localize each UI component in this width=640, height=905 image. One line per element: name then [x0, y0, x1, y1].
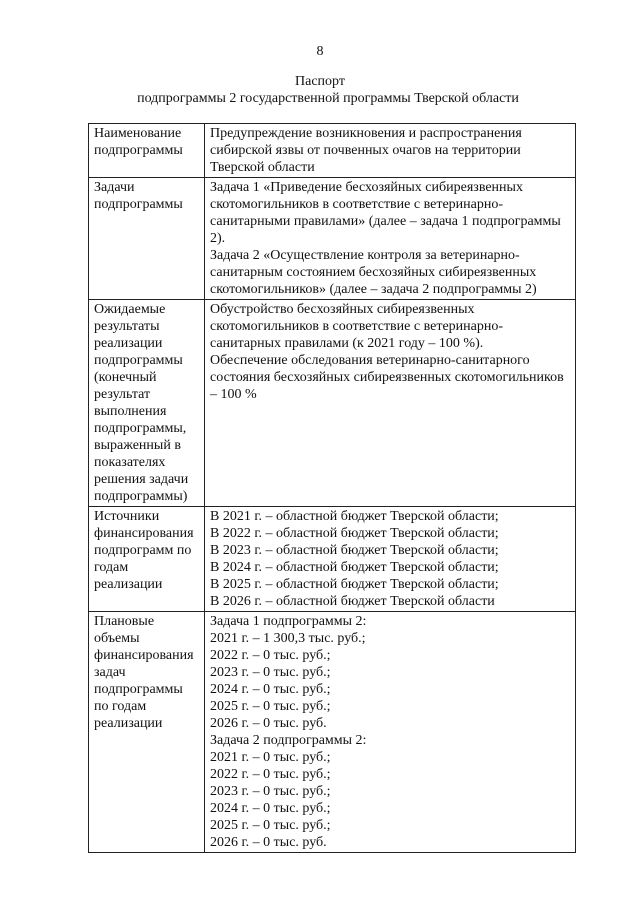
row-funding — [89, 612, 576, 853]
document-title: Паспорт — [295, 74, 345, 89]
row-name-value: Предупреждение возникновения и распространения сибирской язвы от почвенных очагов на территории Тверской области — [205, 124, 576, 178]
source-line: В 2021 г. – областной бюджет Тверской области; — [210, 509, 499, 524]
funding-task-1-line: 2025 г. – 0 тыс. руб.; — [210, 699, 331, 714]
result-1-text: Обустройство бесхозяйных сибиреязвенных скотомогильников в соответствие с ветеринарно-санитарных правилами (к 2021 году – 100 %). — [210, 302, 504, 351]
source-line: В 2024 г. – областной бюджет Тверской области; — [210, 560, 499, 575]
funding-task-1-line: 2021 г. – 1 300,3 тыс. руб.; — [210, 631, 366, 646]
row-tasks — [89, 178, 576, 300]
row-funding-value — [205, 612, 576, 853]
funding-task-1-line: 2023 г. – 0 тыс. руб.; — [210, 665, 331, 680]
row-name-label: Наименование подпрограммы — [89, 124, 205, 178]
row-results — [89, 300, 576, 507]
funding-task-1-heading: Задача 1 подпрограммы 2: — [210, 614, 367, 629]
source-line: В 2023 г. – областной бюджет Тверской области; — [210, 543, 499, 558]
row-tasks-label: Задачи подпрограммы — [89, 178, 205, 300]
source-line: В 2025 г. – областной бюджет Тверской области; — [210, 577, 499, 592]
result-2-text: Обеспечение обследования ветеринарно-санитарного состояния бесхозяйных сибиреязвенных скотомогильников – 100 % — [210, 353, 564, 402]
row-sources — [89, 507, 576, 612]
row-sources-value — [205, 507, 576, 612]
funding-task-2-line: 2026 г. – 0 тыс. руб. — [210, 835, 327, 850]
passport-table — [88, 123, 576, 853]
source-line: В 2026 г. – областной бюджет Тверской области — [210, 594, 495, 609]
funding-task-2-line: 2025 г. – 0 тыс. руб.; — [210, 818, 331, 833]
funding-task-2-line: 2024 г. – 0 тыс. руб.; — [210, 801, 331, 816]
document-heading — [0, 73, 640, 107]
row-sources-label: Источники финансирования подпрограмм по годам реализации — [89, 507, 205, 612]
task-2-text: Задача 2 «Осуществление контроля за ветеринарно-санитарным состоянием бесхозяйных сибиреязвенных скотомогильников» (далее – задача 2 подпрограммы 2) — [210, 248, 537, 297]
row-results-label: Ожидаемые результаты реализации подпрограммы (конечный результат выполнения подпрограммы, выраженный в показателях решения задачи подпрограммы) — [89, 300, 205, 507]
funding-task-2-line: 2021 г. – 0 тыс. руб.; — [210, 750, 331, 765]
row-name — [89, 124, 576, 178]
funding-task-1-line: 2024 г. – 0 тыс. руб.; — [210, 682, 331, 697]
document-subtitle: подпрограммы 2 государственной программы Тверской области — [137, 91, 519, 106]
funding-task-2-heading: Задача 2 подпрограммы 2: — [210, 733, 367, 748]
row-tasks-value — [205, 178, 576, 300]
funding-task-1-line: 2026 г. – 0 тыс. руб. — [210, 716, 327, 731]
funding-task-2-line: 2023 г. – 0 тыс. руб.; — [210, 784, 331, 799]
source-line: В 2022 г. – областной бюджет Тверской области; — [210, 526, 499, 541]
row-funding-label: Плановые объемы финансирования задач подпрограммы по годам реализации — [89, 612, 205, 853]
page-number: 8 — [316, 44, 324, 59]
funding-task-1-line: 2022 г. – 0 тыс. руб.; — [210, 648, 331, 663]
funding-task-2-line: 2022 г. – 0 тыс. руб.; — [210, 767, 331, 782]
row-results-value — [205, 300, 576, 507]
task-1-text: Задача 1 «Приведение бесхозяйных сибиреязвенных скотомогильников в соответствие с ветеринарно-санитарными правилами» (далее – задача 1 подпрограммы 2). — [210, 180, 561, 246]
